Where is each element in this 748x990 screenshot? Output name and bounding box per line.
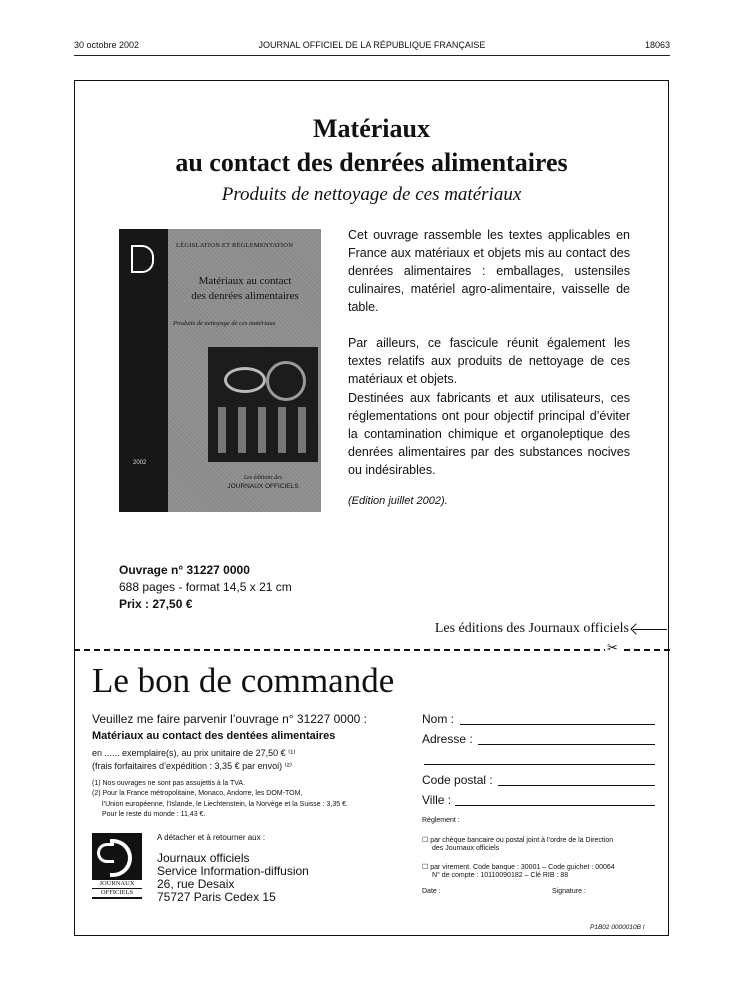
- payment-cheque-line2: des Journaux officiels: [432, 845, 500, 852]
- order-form-title: Le bon de commande: [92, 661, 395, 700]
- detach-label: A détacher et à retourner aux :: [157, 833, 266, 842]
- logo-text-line2: OFFICIELS: [92, 889, 142, 897]
- cover-photo-bar: [218, 407, 226, 453]
- cover-photo-bar: [278, 407, 286, 453]
- cover-publisher-line2: JOURNAUX OFFICIELS: [227, 483, 299, 490]
- cut-line: [74, 649, 670, 651]
- cover-header: LÉGISLATION ET RÉGLEMENTATION: [176, 242, 294, 249]
- logo-text-line1: JOURNAUX: [92, 880, 142, 888]
- order-quantity-line: en ...... exemplaire(s), au prix unitaire de 27,50 € ⁽¹⁾: [92, 748, 296, 758]
- address-line: 26, rue Desaix: [157, 877, 235, 891]
- date-label: Date :: [422, 888, 441, 895]
- cover-title-line1: Matériaux au contact: [198, 275, 292, 287]
- ad-title-line1: Matériaux: [313, 114, 430, 143]
- cover-photo-bar: [238, 407, 246, 453]
- cover-photo-bar: [298, 407, 306, 453]
- logo-arc-icon: [97, 843, 114, 863]
- address-line: 75727 Paris Cedex 15: [157, 890, 276, 904]
- ouvrage-number: Ouvrage n° 31227 0000: [119, 563, 250, 577]
- order-intro: Veuillez me faire parvenir l’ouvrage n° 31227 0000 :: [92, 712, 367, 726]
- ville-label: Ville :: [422, 793, 452, 807]
- description-paragraph-1: Cet ouvrage rassemble les textes applicables en France aux matériaux et objets mis au contact des denrées alimentaires : emballages, ustensiles culinaires, matériel agro-alimentaire, vaisselle de table.: [348, 228, 630, 314]
- payment-virement-line2: N° de compte : 10110090182 – Clé RIB : 88: [432, 872, 569, 879]
- address-line: Service Information-diffusion: [157, 864, 309, 878]
- editions-label: Les éditions des Journaux officiels: [434, 621, 629, 636]
- cover-spine-strip: [119, 229, 168, 512]
- header-page-number: 18063: [644, 40, 670, 50]
- adresse-field[interactable]: [478, 744, 655, 745]
- cover-photo-ring: [224, 367, 266, 393]
- ad-subtitle: Produits de nettoyage de ces matériaux: [221, 184, 522, 205]
- cover-publisher-line1: Les éditions des: [243, 475, 283, 481]
- reference-code: P1B02 0000010B I: [590, 924, 645, 931]
- header-date: 30 octobre 2002: [74, 40, 140, 50]
- nom-label: Nom :: [422, 712, 455, 726]
- payment-virement-checkbox[interactable]: ☐ par virement. Code banque : 30001 – Code guichet : 00064: [422, 864, 615, 871]
- cover-photo: [208, 347, 318, 462]
- signature-label: Signature :: [552, 888, 586, 895]
- ville-field[interactable]: [455, 805, 655, 806]
- header-journal-title: JOURNAL OFFICIEL DE LA RÉPUBLIQUE FRANÇAISE: [258, 40, 486, 50]
- reglement-label: Règlement :: [422, 817, 460, 824]
- ad-title-line2: au contact des denrées alimentaires: [175, 148, 568, 177]
- cover-subtitle: Produits de nettoyage de ces matériaux: [173, 320, 276, 327]
- price: Prix : 27,50 €: [119, 597, 193, 611]
- header-rule: [74, 55, 670, 56]
- order-book-title: Matériaux au contact des dentées alimentaires: [92, 730, 336, 742]
- description-paragraph-3: Destinées aux fabricants et aux utilisateurs, ces réglementations ont pour objectif principal d’éviter la contamination chimique et organoleptique des denrées alimentaires par des substances nocives ou indésirables.: [348, 391, 630, 477]
- address-line: Journaux officiels: [157, 851, 250, 865]
- order-shipping-line: (frais forfaitaires d’expédition : 3,35 € par envoi) ⁽²⁾: [92, 761, 293, 771]
- footnote-1: (1) Nos ouvrages ne sont pas assujettis à la TVA.: [92, 780, 246, 787]
- payment-cheque-checkbox[interactable]: ☐ par chèque bancaire ou postal joint à l’ordre de la Direction: [422, 837, 614, 844]
- edition-note: (Edition juillet 2002).: [348, 495, 448, 507]
- code-postal-label: Code postal :: [422, 773, 493, 787]
- footnote-4: Pour le reste du monde : 11,43 €.: [102, 811, 206, 818]
- code-postal-field[interactable]: [498, 785, 655, 786]
- cover-photo-ring: [266, 361, 306, 401]
- journaux-officiels-logo: [92, 833, 142, 899]
- cover-photo-bar: [258, 407, 266, 453]
- nom-field[interactable]: [460, 724, 655, 725]
- adresse-field-line2[interactable]: [424, 764, 655, 765]
- scissors-icon: ✂: [607, 640, 618, 655]
- book-cover-image: [119, 229, 321, 512]
- description-paragraph-2: Par ailleurs, ce fascicule réunit également les textes relatifs aux produits de nettoyage de ces matériaux et objets.: [348, 336, 630, 386]
- footnote-3: l’Union européenne, l’Islande, le Liechtenstein, la Norvège et la Suisse : 3,35 €.: [102, 801, 348, 808]
- cover-title-line2: des denrées alimentaires: [191, 290, 299, 302]
- pages-format: 688 pages - format 14,5 x 21 cm: [119, 580, 292, 594]
- cover-year: 2002: [133, 460, 147, 466]
- adresse-label: Adresse :: [422, 732, 473, 746]
- footnote-2: (2) Pour la France métropolitaine, Monaco, Andorre, les DOM-TOM,: [92, 790, 303, 797]
- cover-logo-icon: [131, 245, 154, 273]
